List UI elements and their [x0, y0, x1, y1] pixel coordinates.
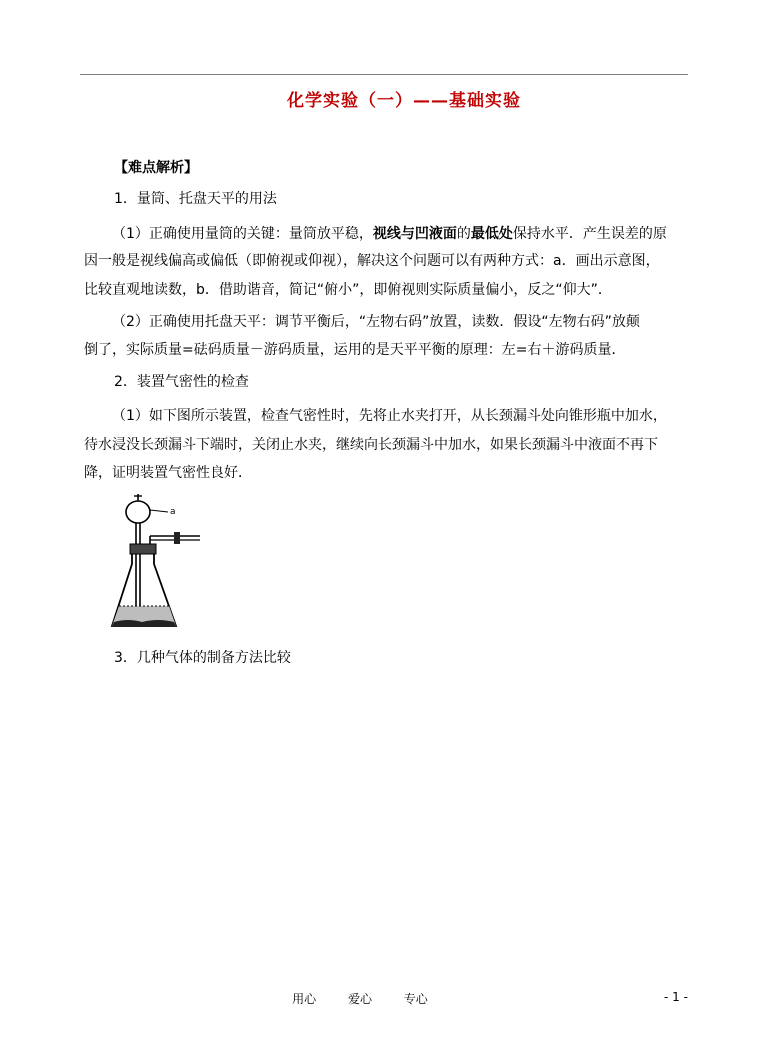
item1-p1-line3: 比较直观地读数，b．借助谐音，简记“俯小”，即俯视则实际质量偏小，反之“仰大”． — [84, 282, 612, 298]
apparatus-figure — [108, 492, 200, 634]
item2-heading: 2．装置气密性的检查 — [114, 374, 249, 390]
text-run: 保持水平．产生误差的原 — [512, 226, 667, 242]
bold-text-run: 与 — [400, 226, 415, 242]
item1-p1-line2: 因一般是视线偏高或偏低（即俯视或仰视），解决这个问题可以有两种方式：a．画出示意图， — [84, 253, 660, 269]
item1-heading: 1．量筒、托盘天平的用法 — [114, 191, 277, 207]
section-heading: 【难点解析】 — [114, 160, 198, 176]
footer-slogan: 用心 爱心 专心 — [292, 992, 428, 1006]
item2-p1-line2: 待水浸没长颈漏斗下端时，关闭止水夹，继续向长颈漏斗中加水，如果长颈漏斗中液面不再下 — [84, 437, 658, 453]
item3-heading: 3．几种气体的制备方法比较 — [114, 650, 291, 666]
page-title: 化学实验（一）——基础实验 — [287, 91, 521, 111]
header-rule — [80, 74, 688, 75]
item1-p2-line1: （2）正确使用托盘天平：调节平衡后，“左物右码”放置，读数．假设“左物右码”放颠 — [112, 314, 640, 330]
item2-p1-line1: （1）如下图所示装置，检查气密性时，先将止水夹打开，从长颈漏斗处向锥形瓶中加水， — [112, 408, 667, 424]
bold-text-run: 视线 — [372, 226, 401, 242]
item1-p2-line2: 倒了，实际质量=砝码质量－游码质量，运用的是天平平衡的原理：左=右＋游码质量． — [84, 342, 626, 358]
bold-text-run: 凹液面 — [414, 226, 457, 242]
text-run: 的 — [456, 226, 471, 242]
text-run: （1）正确使用量筒的关键：量筒放平稳， — [112, 226, 373, 242]
page-number: - 1 - — [664, 990, 688, 1004]
bold-text-run: 最低处 — [470, 226, 513, 242]
item1-p1-line1 — [112, 224, 667, 244]
item2-p1-line3: 降，证明装置气密性良好． — [84, 465, 252, 481]
figure-label-a: a — [170, 507, 176, 517]
